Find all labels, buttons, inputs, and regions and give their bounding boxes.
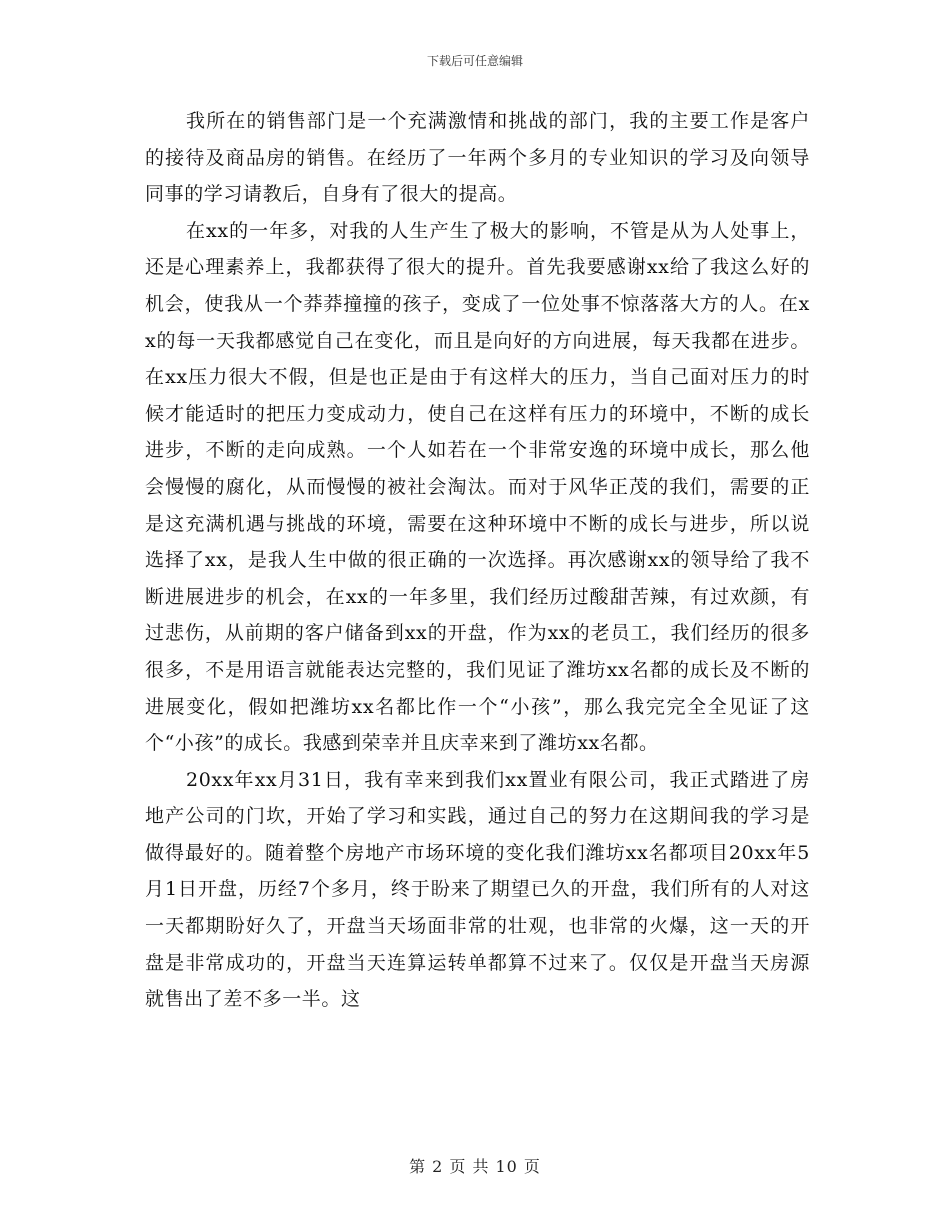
header-note: 下载后可任意编辑	[426, 54, 523, 68]
footer-page-total: 10	[495, 1157, 518, 1176]
footer-page-mid: 页 共	[449, 1157, 490, 1176]
document-body	[145, 103, 810, 1018]
paragraph-3: 20xx年xx月31日，我有幸来到我们xx置业有限公司，我正式踏进了房地产公司的门坎，开始了学习和实践，通过自己的努力在这期间我的学习是做得最好的。随着整个房地产市场环境的变化我们潍坊xx名都项目20xx年5月1日开盘，历经7个多月，终于盼来了期望已久的开盘，我们所有的人对这一天都期盼好久了，开盘当天场面非常的壮观，也非常的火爆，这一天的开盘是非常成功的，开盘当天连算运转单都算不过来了。仅仅是开盘当天房源就售出了差不多一半。这	[145, 768, 810, 1011]
footer-page-number: 2	[432, 1157, 444, 1176]
page-footer	[0, 1154, 950, 1177]
footer-page-prefix: 第	[409, 1157, 427, 1176]
paragraph-2: 在xx的一年多，对我的人生产生了极大的影响，不管是从为人处事上，还是心理素养上，我都获得了很大的提升。首先我要感谢xx给了我这么好的机会，使我从一个莽莽撞撞的孩子，变成了一位处事不惊落落大方的人。在xx的每一天我都感觉自己在变化，而且是向好的方向进展，每天我都在进步。在xx压力很大不假，但是也正是由于有这样大的压力，当自己面对压力的时候才能适时的把压力变成动力，使自己在这样有压力的环境中，不断的成长进步，不断的走向成熟。一个人如若在一个非常安逸的环境中成长，那么他会慢慢的腐化，从而慢慢的被社会淘汰。而对于风华正茂的我们，需要的正是这充满机遇与挑战的环境，需要在这种环境中不断的成长与进步，所以说选择了xx，是我人生中做的很正确的一次选择。再次感谢xx的领导给了我不断进展进步的机会，在xx的一年多里，我们经历过酸甜苦辣，有过欢颜，有过悲伤，从前期的客户储备到xx的开盘，作为xx的老员工，我们经历的很多很多，不是用语言就能表达完整的，我们见证了潍坊xx名都的成长及不断的进展变化，假如把潍坊xx名都比作一个“小孩”，那么我完完全全见证了这个“小孩”的成长。我感到荣幸并且庆幸来到了潍坊xx名都。	[145, 219, 810, 755]
paragraph-1: 我所在的销售部门是一个充满激情和挑战的部门，我的主要工作是客户的接待及商品房的销售。在经历了一年两个多月的专业知识的学习及向领导同事的学习请教后，自身有了很大的提高。	[145, 110, 810, 206]
footer-page-suffix: 页	[523, 1157, 541, 1176]
